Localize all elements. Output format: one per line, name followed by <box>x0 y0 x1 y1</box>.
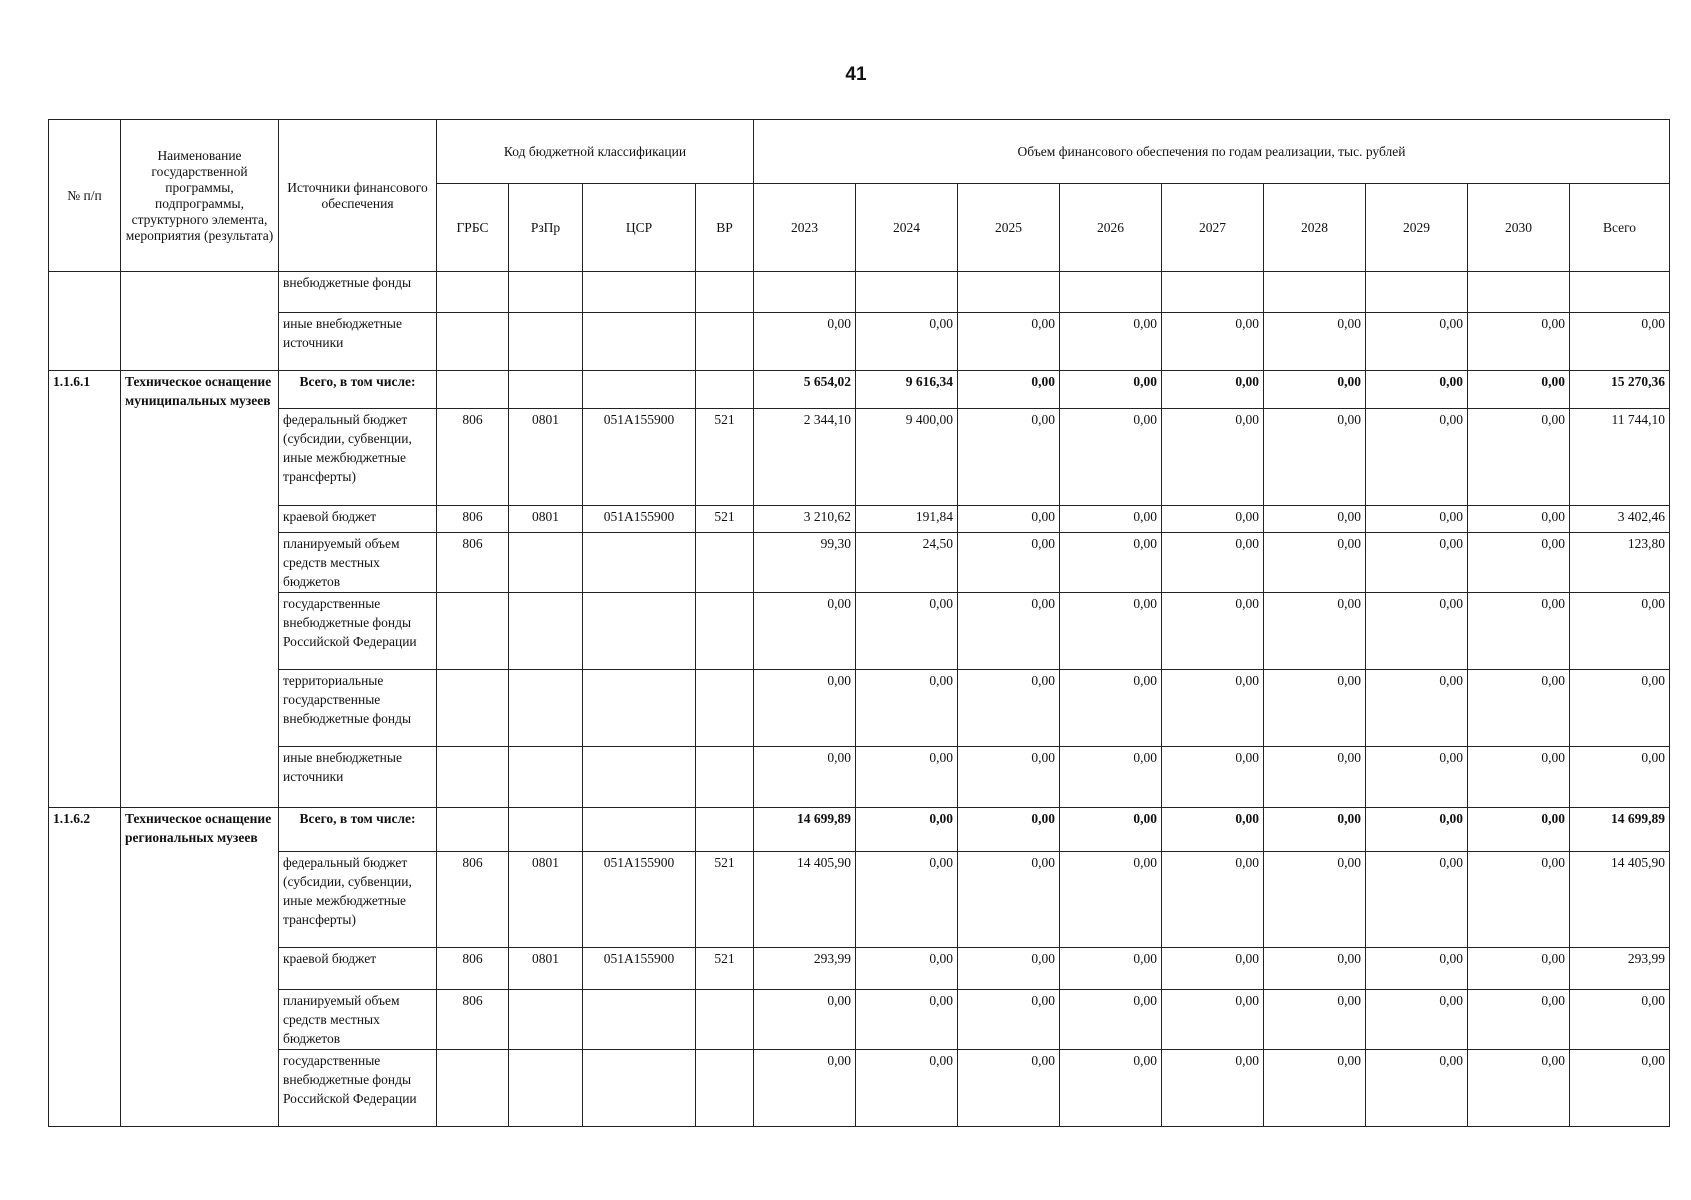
amount-year: 0,00 <box>1060 948 1162 990</box>
amount-year: 0,00 <box>1060 852 1162 948</box>
row-number <box>49 272 121 371</box>
amount-year: 0,00 <box>1060 313 1162 371</box>
amount-year: 293,99 <box>754 948 856 990</box>
amount-year: 0,00 <box>1264 506 1366 533</box>
amount-total: 0,00 <box>1570 313 1670 371</box>
event-name: Техническое оснащение региональных музеев <box>121 808 279 1127</box>
amount-year: 0,00 <box>1264 670 1366 747</box>
code-csr <box>583 371 696 409</box>
amount-year: 0,00 <box>1264 593 1366 670</box>
code-grbs: 806 <box>437 990 509 1050</box>
code-vr: 521 <box>696 409 754 506</box>
amount-year: 0,00 <box>958 948 1060 990</box>
amount-total <box>1570 272 1670 313</box>
amount-year: 2 344,10 <box>754 409 856 506</box>
amount-total: 293,99 <box>1570 948 1670 990</box>
code-rzpr: 0801 <box>509 506 583 533</box>
amount-year: 0,00 <box>1060 808 1162 852</box>
amount-year: 0,00 <box>1366 948 1468 990</box>
code-rzpr <box>509 593 583 670</box>
code-rzpr <box>509 808 583 852</box>
code-rzpr: 0801 <box>509 409 583 506</box>
code-rzpr: 0801 <box>509 852 583 948</box>
row-number: 1.1.6.1 <box>49 371 121 808</box>
code-csr <box>583 747 696 808</box>
amount-year: 0,00 <box>958 990 1060 1050</box>
amount-year <box>1468 272 1570 313</box>
table-row <box>49 808 1670 852</box>
amount-year: 9 616,34 <box>856 371 958 409</box>
amount-year: 0,00 <box>1264 533 1366 593</box>
source-name: внебюджетные фонды <box>279 272 437 313</box>
header-grbs: ГРБС <box>437 184 509 272</box>
amount-year: 0,00 <box>958 1050 1060 1127</box>
amount-year: 0,00 <box>1366 747 1468 808</box>
code-grbs <box>437 371 509 409</box>
amount-year: 0,00 <box>856 1050 958 1127</box>
code-csr <box>583 808 696 852</box>
code-grbs <box>437 272 509 313</box>
amount-year: 0,00 <box>1162 948 1264 990</box>
amount-year: 0,00 <box>1366 371 1468 409</box>
table-row <box>49 747 1670 808</box>
header-name: Наименование государственной программы, подпрограммы, структурного элемента, мероприятия (результата) <box>121 120 279 272</box>
amount-total: 15 270,36 <box>1570 371 1670 409</box>
amount-year: 0,00 <box>1162 533 1264 593</box>
amount-year: 0,00 <box>1162 506 1264 533</box>
amount-total: 3 402,46 <box>1570 506 1670 533</box>
amount-year: 0,00 <box>856 593 958 670</box>
header-volume-group: Объем финансового обеспечения по годам реализации, тыс. рублей <box>754 120 1670 184</box>
amount-year: 0,00 <box>856 670 958 747</box>
amount-year: 0,00 <box>754 990 856 1050</box>
amount-year: 0,00 <box>1468 808 1570 852</box>
amount-total: 14 699,89 <box>1570 808 1670 852</box>
table-row <box>49 948 1670 990</box>
code-vr <box>696 808 754 852</box>
source-name: территориальные государственные внебюджетные фонды <box>279 670 437 747</box>
amount-year: 0,00 <box>1468 593 1570 670</box>
amount-total: 11 744,10 <box>1570 409 1670 506</box>
source-name: Всего, в том числе: <box>279 808 437 852</box>
code-vr <box>696 533 754 593</box>
code-rzpr <box>509 670 583 747</box>
header-vr: ВР <box>696 184 754 272</box>
amount-year: 0,00 <box>1366 808 1468 852</box>
amount-year: 0,00 <box>1060 533 1162 593</box>
amount-year: 0,00 <box>1264 1050 1366 1127</box>
amount-year: 191,84 <box>856 506 958 533</box>
code-vr <box>696 990 754 1050</box>
amount-year <box>1162 272 1264 313</box>
code-grbs: 806 <box>437 948 509 990</box>
amount-year: 0,00 <box>754 313 856 371</box>
amount-year: 0,00 <box>754 747 856 808</box>
amount-year: 0,00 <box>1162 313 1264 371</box>
header-year: 2026 <box>1060 184 1162 272</box>
header-year: 2029 <box>1366 184 1468 272</box>
amount-year: 0,00 <box>1468 409 1570 506</box>
header-kbk-group: Код бюджетной классификации <box>437 120 754 184</box>
amount-year: 0,00 <box>1468 313 1570 371</box>
amount-total: 0,00 <box>1570 747 1670 808</box>
amount-year: 0,00 <box>1366 506 1468 533</box>
code-vr: 521 <box>696 948 754 990</box>
code-grbs <box>437 808 509 852</box>
amount-year <box>1366 272 1468 313</box>
amount-year: 0,00 <box>1468 506 1570 533</box>
amount-year: 0,00 <box>1060 990 1162 1050</box>
header-total: Всего <box>1570 184 1670 272</box>
source-name: государственные внебюджетные фонды Российской Федерации <box>279 1050 437 1127</box>
event-name <box>121 272 279 371</box>
amount-year: 0,00 <box>958 670 1060 747</box>
amount-year: 0,00 <box>754 1050 856 1127</box>
code-rzpr <box>509 533 583 593</box>
amount-year: 0,00 <box>1060 506 1162 533</box>
code-vr <box>696 313 754 371</box>
source-name: иные внебюджетные источники <box>279 313 437 371</box>
header-year: 2028 <box>1264 184 1366 272</box>
amount-year: 0,00 <box>1162 852 1264 948</box>
code-grbs: 806 <box>437 506 509 533</box>
table-row <box>49 371 1670 409</box>
amount-year: 14 405,90 <box>754 852 856 948</box>
amount-year: 0,00 <box>1366 409 1468 506</box>
header-year: 2025 <box>958 184 1060 272</box>
code-csr <box>583 313 696 371</box>
header-year: 2030 <box>1468 184 1570 272</box>
amount-year: 0,00 <box>958 808 1060 852</box>
amount-year: 0,00 <box>1366 593 1468 670</box>
amount-year: 0,00 <box>1162 371 1264 409</box>
amount-year: 0,00 <box>1162 747 1264 808</box>
code-rzpr <box>509 313 583 371</box>
table-row <box>49 506 1670 533</box>
code-grbs: 806 <box>437 409 509 506</box>
amount-year: 5 654,02 <box>754 371 856 409</box>
code-grbs <box>437 313 509 371</box>
code-grbs: 806 <box>437 533 509 593</box>
amount-year: 0,00 <box>1264 747 1366 808</box>
source-name: иные внебюджетные источники <box>279 747 437 808</box>
amount-year: 0,00 <box>1468 747 1570 808</box>
amount-year: 14 699,89 <box>754 808 856 852</box>
amount-year: 0,00 <box>1162 670 1264 747</box>
code-rzpr <box>509 371 583 409</box>
amount-year: 24,50 <box>856 533 958 593</box>
amount-year: 0,00 <box>958 747 1060 808</box>
amount-year: 0,00 <box>1162 990 1264 1050</box>
source-name: планируемый объем средств местных бюджетов <box>279 990 437 1050</box>
amount-year: 0,00 <box>958 371 1060 409</box>
code-vr <box>696 670 754 747</box>
header-year: 2027 <box>1162 184 1264 272</box>
table-row <box>49 593 1670 670</box>
amount-year: 0,00 <box>856 948 958 990</box>
amount-year: 0,00 <box>1264 948 1366 990</box>
amount-year: 0,00 <box>1264 990 1366 1050</box>
table-row <box>49 533 1670 593</box>
header-rzpr: РзПр <box>509 184 583 272</box>
amount-year: 0,00 <box>856 852 958 948</box>
amount-year: 0,00 <box>1162 808 1264 852</box>
amount-year: 0,00 <box>958 852 1060 948</box>
amount-year: 0,00 <box>1264 808 1366 852</box>
amount-total: 14 405,90 <box>1570 852 1670 948</box>
amount-year: 0,00 <box>958 409 1060 506</box>
amount-year: 0,00 <box>1468 948 1570 990</box>
code-csr <box>583 593 696 670</box>
code-vr <box>696 593 754 670</box>
amount-year: 9 400,00 <box>856 409 958 506</box>
source-name: краевой бюджет <box>279 948 437 990</box>
code-rzpr <box>509 1050 583 1127</box>
amount-year: 0,00 <box>1162 1050 1264 1127</box>
amount-year: 0,00 <box>958 313 1060 371</box>
amount-year: 0,00 <box>1060 371 1162 409</box>
amount-year: 0,00 <box>1366 670 1468 747</box>
amount-year <box>958 272 1060 313</box>
code-csr <box>583 1050 696 1127</box>
amount-year: 0,00 <box>1366 533 1468 593</box>
source-name: планируемый объем средств местных бюджетов <box>279 533 437 593</box>
code-vr <box>696 747 754 808</box>
table-header <box>49 120 1670 272</box>
amount-year <box>754 272 856 313</box>
amount-total: 123,80 <box>1570 533 1670 593</box>
source-name: Всего, в том числе: <box>279 371 437 409</box>
amount-total: 0,00 <box>1570 1050 1670 1127</box>
amount-year: 0,00 <box>1366 852 1468 948</box>
amount-total: 0,00 <box>1570 670 1670 747</box>
source-name: федеральный бюджет (субсидии, субвенции, иные межбюджетные трансферты) <box>279 409 437 506</box>
code-csr: 051А155900 <box>583 409 696 506</box>
amount-year: 0,00 <box>1264 852 1366 948</box>
code-csr <box>583 533 696 593</box>
code-grbs <box>437 1050 509 1127</box>
code-grbs <box>437 747 509 808</box>
code-csr: 051А155900 <box>583 852 696 948</box>
amount-year: 0,00 <box>958 533 1060 593</box>
amount-year <box>1060 272 1162 313</box>
table-row <box>49 272 1670 313</box>
event-name: Техническое оснащение муниципальных музеев <box>121 371 279 808</box>
source-name: государственные внебюджетные фонды Российской Федерации <box>279 593 437 670</box>
amount-year: 0,00 <box>1060 747 1162 808</box>
amount-year: 0,00 <box>1060 409 1162 506</box>
amount-year: 0,00 <box>1366 990 1468 1050</box>
code-csr: 051А155900 <box>583 948 696 990</box>
amount-year: 0,00 <box>958 593 1060 670</box>
amount-total: 0,00 <box>1570 593 1670 670</box>
header-no: № п/п <box>49 120 121 272</box>
amount-year: 0,00 <box>1468 852 1570 948</box>
amount-year: 0,00 <box>1468 533 1570 593</box>
table-row <box>49 313 1670 371</box>
code-rzpr <box>509 272 583 313</box>
amount-year: 0,00 <box>856 808 958 852</box>
table-body <box>49 272 1670 1127</box>
code-grbs: 806 <box>437 852 509 948</box>
amount-year: 0,00 <box>1264 371 1366 409</box>
amount-year: 0,00 <box>1060 670 1162 747</box>
amount-year: 0,00 <box>1468 371 1570 409</box>
amount-year: 0,00 <box>1366 313 1468 371</box>
code-grbs <box>437 670 509 747</box>
code-rzpr: 0801 <box>509 948 583 990</box>
code-vr <box>696 272 754 313</box>
amount-year: 99,30 <box>754 533 856 593</box>
amount-year <box>1264 272 1366 313</box>
header-year: 2023 <box>754 184 856 272</box>
amount-year: 0,00 <box>1264 313 1366 371</box>
amount-year: 0,00 <box>856 990 958 1050</box>
header-sources: Источники финансового обеспечения <box>279 120 437 272</box>
table-row <box>49 852 1670 948</box>
amount-year: 0,00 <box>856 313 958 371</box>
amount-year <box>856 272 958 313</box>
code-rzpr <box>509 990 583 1050</box>
header-csr: ЦСР <box>583 184 696 272</box>
code-vr <box>696 371 754 409</box>
code-rzpr <box>509 747 583 808</box>
amount-year: 0,00 <box>1162 593 1264 670</box>
amount-year: 0,00 <box>856 747 958 808</box>
page-number: 41 <box>845 64 867 85</box>
code-grbs <box>437 593 509 670</box>
code-csr <box>583 990 696 1050</box>
amount-year: 0,00 <box>1060 1050 1162 1127</box>
amount-year: 0,00 <box>1468 670 1570 747</box>
source-name: краевой бюджет <box>279 506 437 533</box>
amount-year: 0,00 <box>754 670 856 747</box>
amount-year: 0,00 <box>1162 409 1264 506</box>
row-number: 1.1.6.2 <box>49 808 121 1127</box>
table-row <box>49 670 1670 747</box>
source-name: федеральный бюджет (субсидии, субвенции, иные межбюджетные трансферты) <box>279 852 437 948</box>
code-csr <box>583 670 696 747</box>
table-row <box>49 1050 1670 1127</box>
amount-year: 0,00 <box>1468 1050 1570 1127</box>
amount-year: 0,00 <box>754 593 856 670</box>
budget-table <box>48 119 1670 1127</box>
code-csr <box>583 272 696 313</box>
amount-year: 0,00 <box>1468 990 1570 1050</box>
amount-year: 0,00 <box>1060 593 1162 670</box>
amount-year: 0,00 <box>1264 409 1366 506</box>
table-row <box>49 990 1670 1050</box>
amount-year: 3 210,62 <box>754 506 856 533</box>
code-vr: 521 <box>696 506 754 533</box>
code-vr <box>696 1050 754 1127</box>
header-year: 2024 <box>856 184 958 272</box>
table-row <box>49 409 1670 506</box>
code-vr: 521 <box>696 852 754 948</box>
code-csr: 051А155900 <box>583 506 696 533</box>
amount-year: 0,00 <box>958 506 1060 533</box>
amount-year: 0,00 <box>1366 1050 1468 1127</box>
amount-total: 0,00 <box>1570 990 1670 1050</box>
